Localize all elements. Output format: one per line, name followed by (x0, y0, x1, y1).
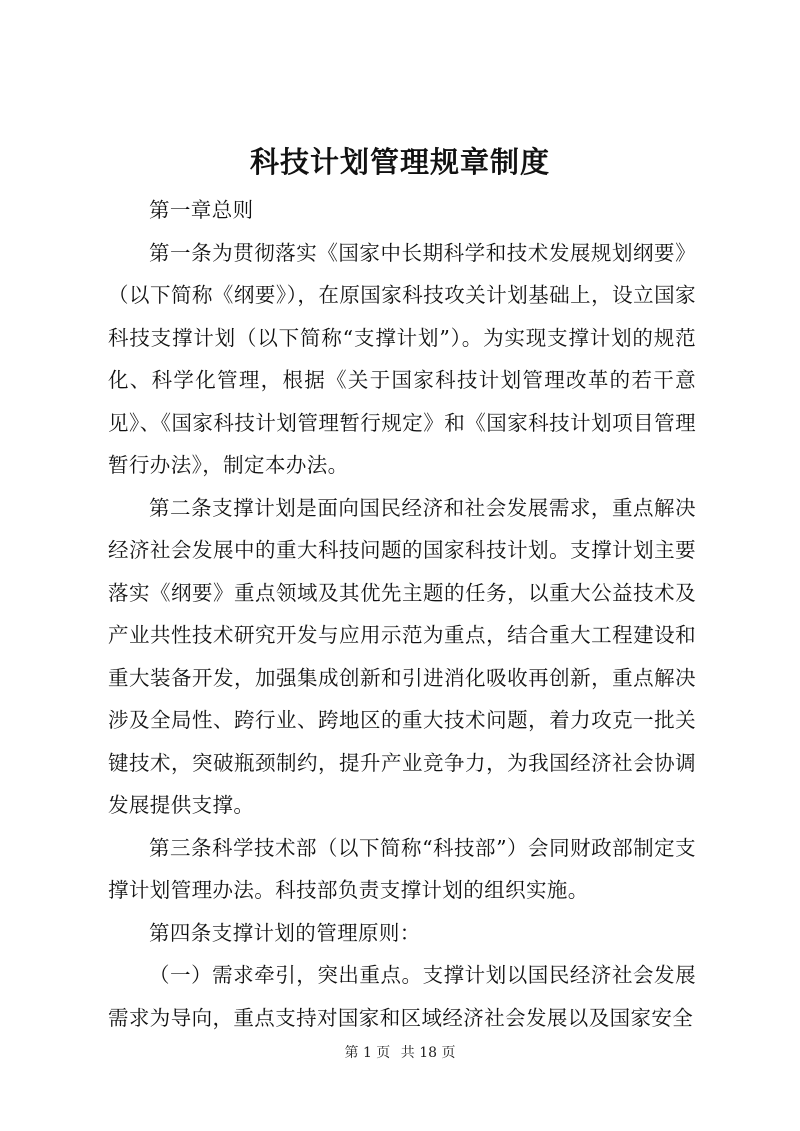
document-title: 科技计划管理规章制度 (249, 145, 550, 179)
chapter-heading: 第一章总则 (149, 198, 254, 222)
page-footer (0, 1043, 800, 1063)
document-body (108, 189, 696, 1039)
total-pages: 共 18 页 (400, 1045, 456, 1061)
article-2: 第二条支撑计划是面向国民经济和社会发展需求，重点解决经济社会发展中的重大科技问题的国家科技计划。支撑计划主要落实《纲要》重点领域及其优先主题的任务，以重大公益技术及产业共性技术研究开发与应用示范为重点，结合重大工程建设和重大装备开发，加强集成创新和引进消化吸收再创新，重点解决涉及全局性、跨行业、跨地区的重大技术问题，着力攻克一批关键技术，突破瓶颈制约，提升产业竞争力，为我国经济社会协调发展提供支撑。 (108, 495, 696, 817)
article-4: 第四条支撑计划的管理原则： (149, 920, 421, 945)
article-4-item-1: （一）需求牵引，突出重点。支撑计划以国民经济社会发展需求为导向，重点支持对国家和区域经济社会发展以及国家安全 (108, 963, 696, 1030)
page-number: 第 1 页 (344, 1045, 391, 1061)
article-1: 第一条为贯彻落实《国家中长期科学和技术发展规划纲要》（以下简称《纲要》），在原国家科技攻关计划基础上，设立国家科技支撑计划（以下简称“支撑计划”）。为实现支撑计划的规范化、科学化管理，根据《关于国家科技计划管理改革的若干意见》、《国家科技计划管理暂行规定》和《国家科技计划项目管理暂行办法》，制定本办法。 (108, 240, 696, 477)
article-3: 第三条科学技术部（以下简称“科技部”）会同财政部制定支撑计划管理办法。科技部负责支撑计划的组织实施。 (108, 835, 696, 902)
